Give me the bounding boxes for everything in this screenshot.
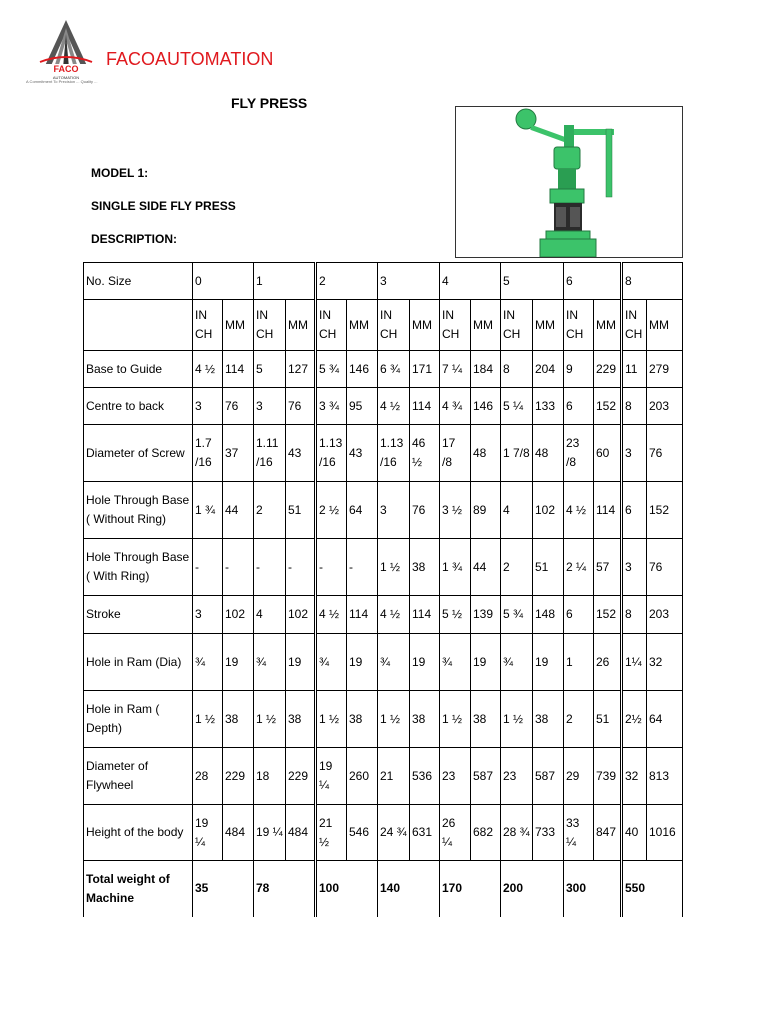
mm-value-cell: 260 <box>347 748 378 805</box>
inch-value-cell: - <box>316 539 347 596</box>
inch-value-cell: 28 ¾ <box>501 805 533 861</box>
spec-row <box>84 482 683 539</box>
mm-value-cell: 813 <box>647 748 683 805</box>
mm-value-cell: 64 <box>647 691 683 748</box>
mm-value-cell: 76 <box>647 539 683 596</box>
total-weight-value: 78 <box>254 861 316 917</box>
inch-value-cell: 21 ½ <box>316 805 347 861</box>
mm-value-cell: - <box>223 539 254 596</box>
mm-value-cell: 114 <box>347 596 378 634</box>
inch-value-cell: 5 ½ <box>440 596 471 634</box>
size-header-label: No. Size <box>84 263 193 300</box>
mm-value-cell: 102 <box>223 596 254 634</box>
total-weight-value: 550 <box>622 861 683 917</box>
spec-row <box>84 748 683 805</box>
inch-value-cell: 2½ <box>622 691 647 748</box>
mm-value-cell: - <box>286 539 316 596</box>
mm-value-cell: 48 <box>533 425 564 482</box>
unit-mm-cell: MM <box>471 300 501 351</box>
mm-value-cell: 19 <box>286 634 316 691</box>
inch-value-cell: 5 ¾ <box>501 596 533 634</box>
spec-row <box>84 805 683 861</box>
unit-inch-cell: IN CH <box>564 300 594 351</box>
unit-header-blank <box>84 300 193 351</box>
mm-value-cell: 46 ½ <box>410 425 440 482</box>
total-weight-value: 170 <box>440 861 501 917</box>
inch-value-cell: 21 <box>378 748 410 805</box>
inch-value-cell: 4 ½ <box>378 596 410 634</box>
mm-value-cell: 38 <box>286 691 316 748</box>
spec-row-label: Stroke <box>84 596 193 634</box>
total-weight-value: 35 <box>193 861 254 917</box>
inch-value-cell: 3 <box>622 425 647 482</box>
spec-row-label: Hole in Ram ( Depth) <box>84 691 193 748</box>
inch-value-cell: - <box>193 539 223 596</box>
mm-value-cell: 37 <box>223 425 254 482</box>
inch-value-cell: 1 ½ <box>378 539 410 596</box>
mm-value-cell: 114 <box>223 351 254 388</box>
spec-row-label: Diameter of Screw <box>84 425 193 482</box>
inch-value-cell: 23 /8 <box>564 425 594 482</box>
mm-value-cell: 95 <box>347 388 378 425</box>
inch-value-cell: 2 <box>501 539 533 596</box>
inch-value-cell: 19 ¼ <box>316 748 347 805</box>
mm-value-cell: 38 <box>410 691 440 748</box>
brand-name: FACOAUTOMATION <box>106 49 274 69</box>
mm-value-cell: 76 <box>286 388 316 425</box>
unit-inch-cell: IN CH <box>440 300 471 351</box>
specification-table <box>83 262 683 917</box>
mm-value-cell: 19 <box>471 634 501 691</box>
unit-header-row <box>84 300 683 351</box>
inch-value-cell: ¾ <box>440 634 471 691</box>
mm-value-cell: - <box>347 539 378 596</box>
unit-inch-cell: IN CH <box>501 300 533 351</box>
mm-value-cell: 171 <box>410 351 440 388</box>
mm-value-cell: 57 <box>594 539 622 596</box>
total-weight-value: 140 <box>378 861 440 917</box>
mm-value-cell: 733 <box>533 805 564 861</box>
inch-value-cell: 6 ¾ <box>378 351 410 388</box>
inch-value-cell: 3 ¾ <box>316 388 347 425</box>
mm-value-cell: 38 <box>471 691 501 748</box>
inch-value-cell: 6 <box>622 482 647 539</box>
mm-value-cell: 51 <box>533 539 564 596</box>
mm-value-cell: 229 <box>286 748 316 805</box>
mm-value-cell: 1016 <box>647 805 683 861</box>
size-header-row <box>84 263 683 300</box>
inch-value-cell: 23 <box>501 748 533 805</box>
size-header-cell: 4 <box>440 263 501 300</box>
mm-value-cell: 19 <box>347 634 378 691</box>
unit-mm-cell: MM <box>533 300 564 351</box>
mm-value-cell: 43 <box>347 425 378 482</box>
spec-row-label: Hole Through Base ( With Ring) <box>84 539 193 596</box>
total-weight-label: Total weight of Machine <box>84 861 193 917</box>
mm-value-cell: 152 <box>594 388 622 425</box>
spec-row-label: Centre to back <box>84 388 193 425</box>
inch-value-cell: ¾ <box>316 634 347 691</box>
mm-value-cell: 51 <box>286 482 316 539</box>
inch-value-cell: 18 <box>254 748 286 805</box>
inch-value-cell: 2 <box>254 482 286 539</box>
mm-value-cell: 76 <box>647 425 683 482</box>
page-title: FLY PRESS <box>231 95 308 111</box>
mm-value-cell: 38 <box>410 539 440 596</box>
unit-mm-cell: MM <box>594 300 622 351</box>
mm-value-cell: 89 <box>471 482 501 539</box>
mm-value-cell: 631 <box>410 805 440 861</box>
inch-value-cell: 4 <box>501 482 533 539</box>
mm-value-cell: 139 <box>471 596 501 634</box>
unit-mm-cell: MM <box>647 300 683 351</box>
inch-value-cell: 2 ½ <box>316 482 347 539</box>
inch-value-cell: 17 /8 <box>440 425 471 482</box>
mm-value-cell: 484 <box>223 805 254 861</box>
inch-value-cell: - <box>254 539 286 596</box>
mm-value-cell: 229 <box>223 748 254 805</box>
inch-value-cell: 1 ½ <box>440 691 471 748</box>
logo-subtext: AUTOMATION <box>52 75 80 80</box>
mm-value-cell: 546 <box>347 805 378 861</box>
size-header-cell: 1 <box>254 263 316 300</box>
inch-value-cell: 1.13 /16 <box>378 425 410 482</box>
logo-mark-text: FACO <box>53 64 79 74</box>
inch-value-cell: 1 ½ <box>501 691 533 748</box>
inch-value-cell: 5 ¼ <box>501 388 533 425</box>
mm-value-cell: 19 <box>410 634 440 691</box>
inch-value-cell: 1¼ <box>622 634 647 691</box>
total-weight-value: 200 <box>501 861 564 917</box>
mm-value-cell: 60 <box>594 425 622 482</box>
mm-value-cell: 127 <box>286 351 316 388</box>
fly-press-image <box>455 106 683 258</box>
inch-value-cell: 40 <box>622 805 647 861</box>
mm-value-cell: 152 <box>594 596 622 634</box>
brand-tagline: A Commitment To Precision ... Quality ... <box>26 79 98 84</box>
inch-value-cell: 3 ½ <box>440 482 471 539</box>
inch-value-cell: 4 ½ <box>564 482 594 539</box>
mm-value-cell: 19 <box>223 634 254 691</box>
size-header-cell: 6 <box>564 263 622 300</box>
mm-value-cell: 739 <box>594 748 622 805</box>
inch-value-cell: ¾ <box>501 634 533 691</box>
inch-value-cell: 5 <box>254 351 286 388</box>
inch-value-cell: 3 <box>622 539 647 596</box>
unit-inch-cell: IN CH <box>254 300 286 351</box>
inch-value-cell: 28 <box>193 748 223 805</box>
inch-value-cell: ¾ <box>378 634 410 691</box>
spec-row <box>84 425 683 482</box>
mm-value-cell: 102 <box>533 482 564 539</box>
inch-value-cell: 32 <box>622 748 647 805</box>
inch-value-cell: 3 <box>193 596 223 634</box>
mm-value-cell: 184 <box>471 351 501 388</box>
mm-value-cell: 484 <box>286 805 316 861</box>
inch-value-cell: 1 ¾ <box>193 482 223 539</box>
inch-value-cell: 7 ¼ <box>440 351 471 388</box>
inch-value-cell: 23 <box>440 748 471 805</box>
inch-value-cell: 19 ¼ <box>254 805 286 861</box>
mm-value-cell: 38 <box>223 691 254 748</box>
spec-row <box>84 596 683 634</box>
inch-value-cell: 3 <box>378 482 410 539</box>
total-weight-row <box>84 861 683 917</box>
mm-value-cell: 203 <box>647 388 683 425</box>
mm-value-cell: 76 <box>410 482 440 539</box>
size-header-cell: 8 <box>622 263 683 300</box>
mm-value-cell: 48 <box>471 425 501 482</box>
unit-inch-cell: IN CH <box>378 300 410 351</box>
inch-value-cell: 33 ¼ <box>564 805 594 861</box>
inch-value-cell: 26 ¼ <box>440 805 471 861</box>
inch-value-cell: 1.7 /16 <box>193 425 223 482</box>
company-logo <box>36 18 96 88</box>
unit-inch-cell: IN CH <box>622 300 647 351</box>
total-weight-value: 300 <box>564 861 622 917</box>
model-label: MODEL 1: <box>91 166 149 180</box>
inch-value-cell: 24 ¾ <box>378 805 410 861</box>
mm-value-cell: 229 <box>594 351 622 388</box>
inch-value-cell: 2 <box>564 691 594 748</box>
total-weight-value: 100 <box>316 861 378 917</box>
inch-value-cell: 1 ¾ <box>440 539 471 596</box>
mm-value-cell: 536 <box>410 748 440 805</box>
spec-row <box>84 691 683 748</box>
spec-row-label: Hole Through Base ( Without Ring) <box>84 482 193 539</box>
inch-value-cell: 1 7/8 <box>501 425 533 482</box>
spec-row <box>84 388 683 425</box>
inch-value-cell: 4 ½ <box>193 351 223 388</box>
inch-value-cell: 4 ½ <box>378 388 410 425</box>
mm-value-cell: 204 <box>533 351 564 388</box>
size-header-cell: 5 <box>501 263 564 300</box>
spec-row <box>84 539 683 596</box>
spec-row-label: Base to Guide <box>84 351 193 388</box>
mm-value-cell: 146 <box>347 351 378 388</box>
mm-value-cell: 146 <box>471 388 501 425</box>
spec-row-label: Hole in Ram (Dia) <box>84 634 193 691</box>
unit-inch-cell: IN CH <box>316 300 347 351</box>
inch-value-cell: 11 <box>622 351 647 388</box>
mm-value-cell: 32 <box>647 634 683 691</box>
spec-row <box>84 634 683 691</box>
mm-value-cell: 64 <box>347 482 378 539</box>
inch-value-cell: 1.11 /16 <box>254 425 286 482</box>
mm-value-cell: 26 <box>594 634 622 691</box>
inch-value-cell: 8 <box>501 351 533 388</box>
mm-value-cell: 44 <box>223 482 254 539</box>
size-header-cell: 2 <box>316 263 378 300</box>
mm-value-cell: 152 <box>647 482 683 539</box>
inch-value-cell: ¾ <box>254 634 286 691</box>
mm-value-cell: 76 <box>223 388 254 425</box>
inch-value-cell: ¾ <box>193 634 223 691</box>
mm-value-cell: 133 <box>533 388 564 425</box>
inch-value-cell: 19 ¼ <box>193 805 223 861</box>
inch-value-cell: 4 ½ <box>316 596 347 634</box>
inch-value-cell: 1 <box>564 634 594 691</box>
mm-value-cell: 847 <box>594 805 622 861</box>
unit-mm-cell: MM <box>286 300 316 351</box>
mm-value-cell: 148 <box>533 596 564 634</box>
inch-value-cell: 1.13 /16 <box>316 425 347 482</box>
unit-inch-cell: IN CH <box>193 300 223 351</box>
inch-value-cell: 6 <box>564 388 594 425</box>
size-header-cell: 3 <box>378 263 440 300</box>
inch-value-cell: 29 <box>564 748 594 805</box>
mm-value-cell: 587 <box>533 748 564 805</box>
inch-value-cell: 3 <box>254 388 286 425</box>
mm-value-cell: 114 <box>594 482 622 539</box>
inch-value-cell: 2 ¼ <box>564 539 594 596</box>
mm-value-cell: 587 <box>471 748 501 805</box>
inch-value-cell: 1 ½ <box>316 691 347 748</box>
inch-value-cell: 9 <box>564 351 594 388</box>
inch-value-cell: 5 ¾ <box>316 351 347 388</box>
inch-value-cell: 8 <box>622 596 647 634</box>
inch-value-cell: 8 <box>622 388 647 425</box>
spec-row-label: Height of the body <box>84 805 193 861</box>
mm-value-cell: 43 <box>286 425 316 482</box>
press-type-label: SINGLE SIDE FLY PRESS <box>91 199 236 213</box>
mm-value-cell: 38 <box>533 691 564 748</box>
mm-value-cell: 203 <box>647 596 683 634</box>
inch-value-cell: 6 <box>564 596 594 634</box>
mm-value-cell: 114 <box>410 388 440 425</box>
spec-row <box>84 351 683 388</box>
unit-mm-cell: MM <box>347 300 378 351</box>
unit-mm-cell: MM <box>410 300 440 351</box>
inch-value-cell: 3 <box>193 388 223 425</box>
unit-mm-cell: MM <box>223 300 254 351</box>
size-header-cell: 0 <box>193 263 254 300</box>
description-label: DESCRIPTION: <box>91 232 178 246</box>
inch-value-cell: 4 ¾ <box>440 388 471 425</box>
mm-value-cell: 114 <box>410 596 440 634</box>
mm-value-cell: 51 <box>594 691 622 748</box>
mm-value-cell: 19 <box>533 634 564 691</box>
inch-value-cell: 4 <box>254 596 286 634</box>
mm-value-cell: 279 <box>647 351 683 388</box>
inch-value-cell: 1 ½ <box>193 691 223 748</box>
inch-value-cell: 1 ½ <box>378 691 410 748</box>
mm-value-cell: 44 <box>471 539 501 596</box>
mm-value-cell: 102 <box>286 596 316 634</box>
mm-value-cell: 682 <box>471 805 501 861</box>
mm-value-cell: 38 <box>347 691 378 748</box>
spec-row-label: Diameter of Flywheel <box>84 748 193 805</box>
inch-value-cell: 1 ½ <box>254 691 286 748</box>
